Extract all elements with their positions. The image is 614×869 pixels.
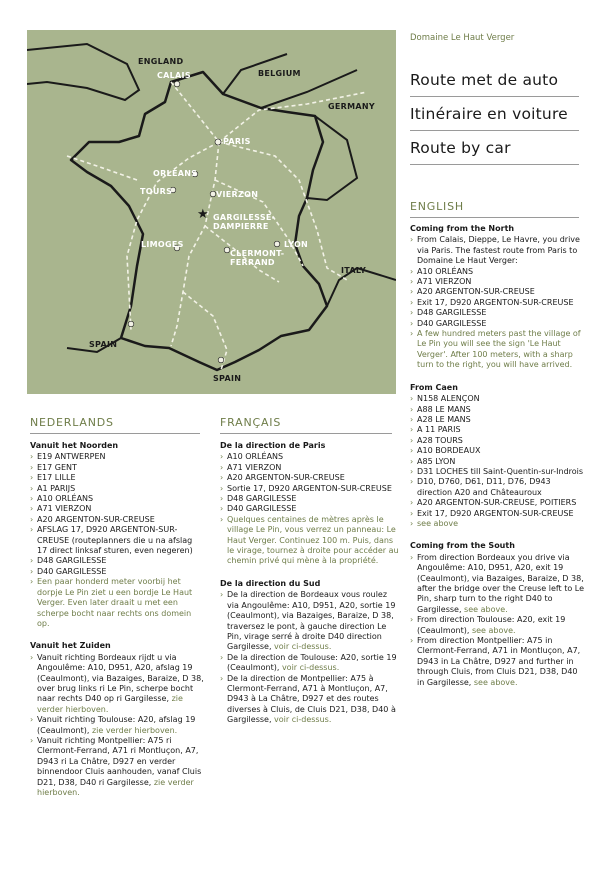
fr-paris-list (220, 452, 400, 566)
en-north-list (410, 235, 586, 370)
list-item: › Sortie 17, D920 ARGENTON-SUR-CREUSE (220, 484, 400, 494)
list-item: › E19 ANTWERPEN (30, 452, 204, 462)
city-vierzon: VIERZON (216, 190, 259, 199)
list-item: › A20 ARGENTON-SUR-CREUSE, POITIERS (410, 498, 586, 508)
see-above-link: voir ci-dessus. (274, 715, 332, 725)
title-divider-3 (410, 164, 579, 165)
list-item: › Exit 17, D920 ARGENTON-SUR-CREUSE (410, 298, 586, 308)
list-item: › E17 GENT (30, 463, 204, 473)
paris-dot (215, 139, 221, 145)
country-spain-left: SPAIN (89, 340, 118, 349)
vierzon-dot (210, 191, 216, 197)
see-above-link: voir ci-dessus. (274, 642, 332, 652)
list-item: › Exit 17, D920 ARGENTON-SUR-CREUSE (410, 509, 586, 519)
nl-north-note: › Een paar honderd meter voorbij het dorpje Le Pin ziet u een bordje Le Haut Verger. Even later draait u met een scherpe bocht naar rechts ons domein op. (30, 577, 204, 629)
list-item: › A71 VIERZON (410, 277, 586, 287)
list-item: › AFSLAG 17, D920 ARGENTON-SUR-CREUSE (routeplanners die u na afslag 17 direct linksaf sturen, even negeren) (30, 525, 204, 556)
city-orleans: ORLÉANS (153, 169, 198, 178)
list-item: › A28 LE MANS (410, 415, 586, 425)
list-item: › N158 ALENÇON (410, 394, 586, 404)
list-item: › A20 ARGENTON-SUR-CREUSE (30, 515, 204, 525)
french-column (220, 441, 400, 726)
country-belgium: BELGIUM (258, 69, 301, 78)
en-caen-note: › see above (410, 519, 586, 529)
see-above-link: see above. (464, 604, 508, 614)
city-paris: PARIS (223, 137, 251, 146)
list-item: › D31 LOCHES till Saint-Quentin-sur-Indrois (410, 467, 586, 477)
nl-south-title: Vanuit het Zuiden (30, 641, 111, 651)
see-above-link: voir ci-dessus. (281, 663, 340, 673)
country-italy: ITALY (341, 266, 367, 275)
list-item: › De la direction de Bordeaux vous roulez via Angoulême: A10, D951, A20, sortie 19 (Ceaulmont), via Bazaiges, Baraize, D 38, traversez le pont, à gauche direction Le Pin, virage serré à droite D40 direction Gargilesse, voir ci-dessus. (220, 590, 400, 652)
list-item: › D48 GARGILESSE (30, 556, 204, 566)
map-drawing (27, 30, 396, 394)
list-item: › A10 ORLÉANS (220, 452, 400, 462)
fr-paris-note: › Quelques centaines de mètres après le village Le Pin, vous verrez un panneau: Le Haut Verger. Continuez 100 m. Puis, dans le virage, tournez à droite pour accéder au chemin privé qui mène à la propriété. (220, 515, 400, 567)
route-dot-2 (218, 357, 224, 363)
list-item: › From Calais, Dieppe, Le Havre, you drive via Paris. The fastest route from Paris to Domaine Le Haut Verger: (410, 235, 586, 266)
calais-dot (174, 81, 180, 87)
english-column (410, 224, 586, 688)
city-lyon: LYON (284, 240, 309, 249)
list-item: › A20 ARGENTON-SUR-CREUSE (410, 287, 586, 297)
list-item: › Vanuit richting Bordeaux rijdt u via Angoulême: A10, D951, A20, afslag 19 (Ceaulmont), via Bazaiges, Baraize, D 38, over brug links ri Le Pin, scherpe bocht naar rechts D40 op ri Gargilesse, zie verder hierboven. (30, 653, 204, 715)
fr-south-title: De la direction du Sud (220, 578, 321, 588)
list-item: › A85 LYON (410, 457, 586, 467)
list-item: › A71 VIERZON (30, 504, 204, 514)
list-item: › D40 GARGILESSE (410, 319, 586, 329)
dutch-column (30, 441, 204, 798)
see-above-link: zie verder hierboven. (37, 694, 183, 714)
list-item: › De la direction de Montpellier: A75 à Clermont-Ferrand, A71 à Montluçon, A7, D943 à La Châtre, D927 et des routes diverses à Cluis, de Cluis D21, D38, D40 à Gargilesse, voir ci-dessus. (220, 674, 400, 726)
en-north-title: Coming from the North (410, 224, 515, 233)
country-germany: GERMANY (328, 102, 375, 111)
list-item: › A20 ARGENTON-SUR-CREUSE (220, 473, 400, 483)
nl-north-list (30, 452, 204, 629)
list-item: › A28 TOURS (410, 436, 586, 446)
route-dot-1 (128, 321, 134, 327)
clermont-dot (224, 247, 230, 253)
fr-south-list (220, 590, 400, 725)
list-item: › A10 ORLÉANS (30, 494, 204, 504)
city-gargilesse-line2: DAMPIERRE (213, 222, 269, 231)
list-item: › Vanuit richting Montpellier: A75 ri Clermont-Ferrand, A71 ri Montluçon, A7, D943 ri La Châtre, D927 en verder binnendoor Cluis aanhouden, vanaf Cluis D21, D38, D40 ri Gargilesse, zie verder hierboven. (30, 736, 204, 798)
title-divider-2 (410, 130, 579, 131)
lyon-dot (274, 241, 280, 247)
en-north-note: › A few hundred meters past the village of Le Pin you will see the sign 'Le Haut Verger'. After 100 meters, with a sharp turn to the right, you will have arrived. (410, 329, 586, 371)
brand-name: Domaine Le Haut Verger (410, 33, 515, 43)
title-french: Itinéraire en voiture (410, 105, 568, 123)
list-item: › A 11 PARIS (410, 425, 586, 435)
dutch-rule (30, 433, 200, 434)
list-item: › D40 GARGILESSE (30, 567, 204, 577)
list-item: › A88 LE MANS (410, 405, 586, 415)
city-clermont-line1: CLERMONT- (230, 249, 285, 258)
list-item: › From direction Montpellier: A75 in Clermont-Ferrand, A71 in Montluçon, A7, D943 in La Châtre, D927 and further in through Cluis, from Cluis D21, D38, D40 in Gargilesse, see above. (410, 636, 586, 688)
see-above-link: zie verder hierboven. (37, 777, 194, 797)
list-item: › E17 LILLE (30, 473, 204, 483)
city-clermont-line2: FERRAND (230, 258, 275, 267)
city-gargilesse-line1: GARGILESSE- (213, 213, 276, 222)
english-heading: ENGLISH (410, 200, 464, 213)
list-item: › A10 BORDEAUX (410, 446, 586, 456)
english-rule (410, 217, 579, 218)
see-above-link: see above. (473, 677, 518, 687)
french-heading: FRANÇAIS (220, 416, 282, 429)
en-south-list (410, 553, 586, 688)
nl-north-title: Vanuit het Noorden (30, 441, 119, 450)
en-caen-list (410, 394, 586, 529)
list-item: › D48 GARGILESSE (410, 308, 586, 318)
title-divider-1 (410, 96, 579, 97)
list-item: › De la direction de Toulouse: A20, sortie 19 (Ceaulmont), voir ci-dessus. (220, 653, 400, 674)
en-caen-title: From Caen (410, 382, 458, 392)
fr-paris-title: De la direction de Paris (220, 441, 326, 450)
list-item: › A71 VIERZON (220, 463, 400, 473)
see-above-link: zie verder hierboven. (91, 725, 178, 735)
england-coast (27, 44, 139, 100)
nl-south-list (30, 653, 204, 799)
swiss-border (307, 116, 357, 200)
city-tours: TOURS (140, 187, 173, 196)
dutch-heading: NEDERLANDS (30, 416, 114, 429)
french-rule (220, 433, 392, 434)
list-item: › From direction Bordeaux you drive via Angoulême: A10, D951, A20, exit 19 (Ceaulmont), via Bazaiges, Baraize, D 38, after the bridge over the Creuse left to Le Pin, sharp turn to the right D40 to Gargilesse, see above. (410, 553, 586, 615)
france-map (27, 30, 396, 394)
title-english: Route by car (410, 139, 511, 157)
title-dutch: Route met de auto (410, 71, 559, 89)
star-icon: ★ (197, 207, 209, 222)
list-item: › A1 PARIJS (30, 484, 204, 494)
see-above-link: see above. (471, 625, 516, 635)
list-item: › From direction Toulouse: A20, exit 19 (Ceaulmont), see above. (410, 615, 586, 636)
list-item: › Vanuit richting Toulouse: A20, afslag 19 (Ceaulmont), zie verder hierboven. (30, 715, 204, 736)
en-south-title: Coming from the South (410, 541, 515, 551)
list-item: › D10, D760, D61, D11, D76, D943 direction A20 and Châteauroux (410, 477, 586, 498)
country-spain-bottom: SPAIN (213, 374, 242, 383)
list-item: › D48 GARGILESSE (220, 494, 400, 504)
country-england: ENGLAND (138, 57, 184, 66)
city-calais: CALAIS (157, 71, 191, 80)
list-item: › D40 GARGILESSE (220, 504, 400, 514)
list-item: › A10 ORLÉANS (410, 267, 586, 277)
city-limoges: LIMOGES (141, 240, 184, 249)
